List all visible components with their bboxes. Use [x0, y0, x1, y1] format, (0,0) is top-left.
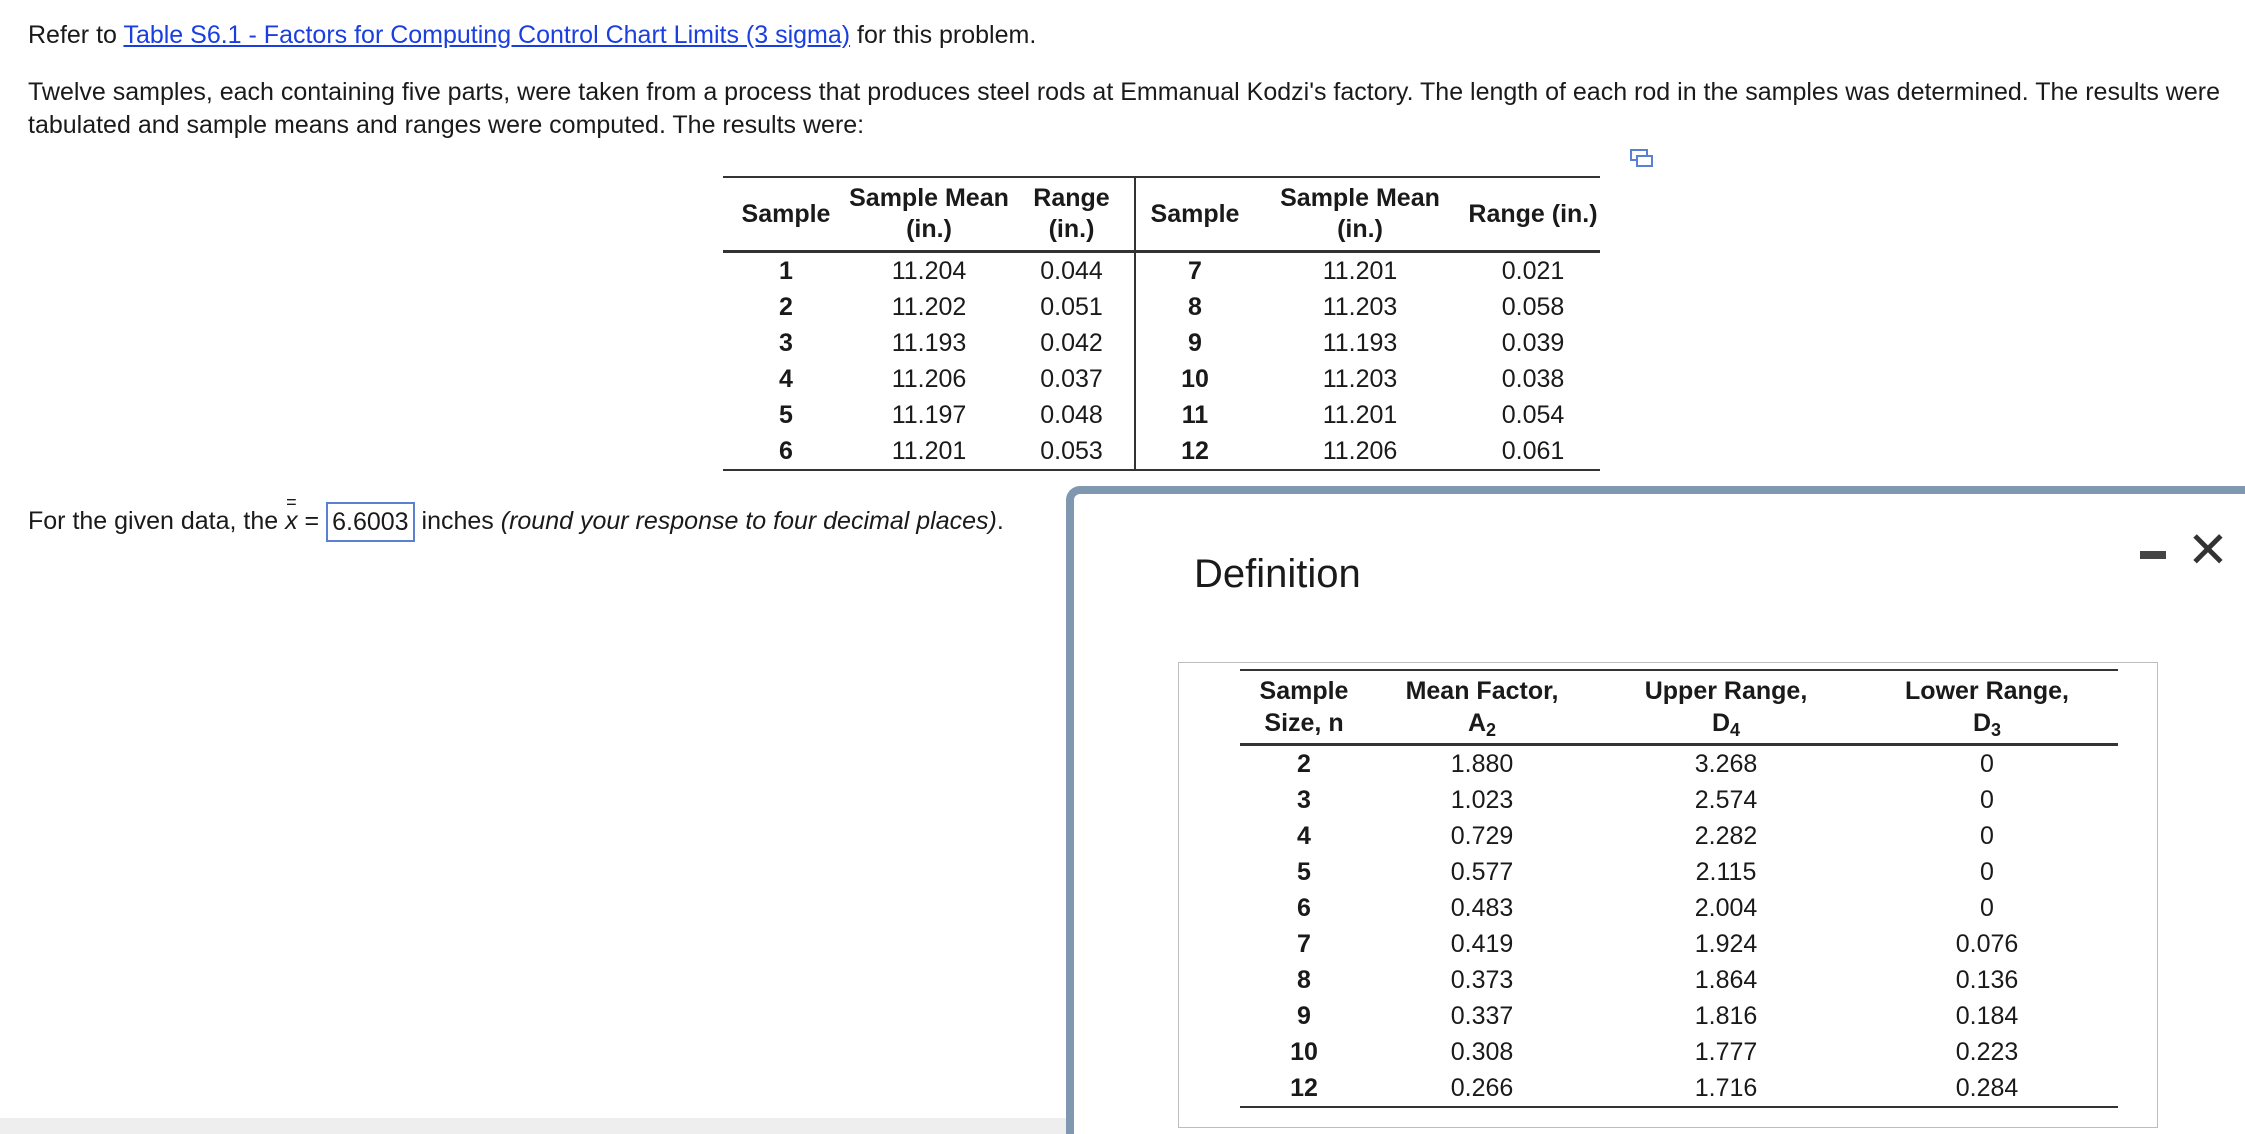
factors-table — [1240, 669, 2118, 1108]
header-sample-size: Sample Size, n — [1240, 670, 1368, 745]
table-row: 6 11.201 0.053 12 11.206 0.061 — [723, 433, 1600, 470]
answer-note: (round your response to four decimal places) — [500, 507, 997, 535]
factors-table-frame — [1178, 662, 2158, 1128]
answer-unit: inches — [414, 507, 501, 535]
header-range-2: Range (in.) — [1466, 177, 1600, 252]
table-row: 8 0.373 1.864 0.136 — [1297, 966, 2019, 994]
answer-equals: = — [297, 507, 327, 535]
problem-paragraph: Twelve samples, each containing five parts, were taken from a process that produces steel rods at Emmanual Kodzi's factory. The length of each rod in the samples was determined. The results were tabulated and sample means and ranges were computed. The results were: — [28, 78, 2220, 139]
answer-line: For the given data, the = x = 6.6003 inches (round your response to four decimal places). — [28, 500, 1004, 542]
table-row: 4 11.206 0.037 10 11.203 0.038 — [723, 361, 1600, 397]
table-row: 12 0.266 1.716 0.284 — [1240, 1070, 2118, 1107]
intro-line — [28, 18, 1036, 52]
table-row: 1 11.204 0.044 7 11.201 0.021 — [723, 252, 1600, 290]
table-row: 4 0.729 2.282 0 — [1297, 822, 1994, 850]
definition-popup — [1066, 486, 2245, 1134]
factors-header-row — [1240, 670, 2118, 745]
table-row: 5 0.577 2.115 0 — [1297, 858, 1994, 886]
table-row: 3 1.023 2.574 0 — [1297, 786, 1994, 814]
bottom-scroll-strip — [0, 1118, 1066, 1134]
table-row: 3 11.193 0.042 9 11.193 0.039 — [723, 325, 1600, 361]
intro-suffix: for this problem. — [850, 21, 1037, 49]
table-row: 2 1.880 3.268 0 — [1297, 750, 1994, 778]
header-sample: Sample — [723, 177, 849, 252]
header-upper-range: Upper Range, $D_4$ — [1596, 670, 1856, 745]
answer-input[interactable]: 6.6003 — [326, 502, 414, 542]
header-sample-2: Sample — [1135, 177, 1254, 252]
header-mean-factor: Mean Factor, $A_2$ — [1368, 670, 1596, 745]
header-range: Range (in.) — [1009, 177, 1135, 252]
table-row: 2 11.202 0.051 8 11.203 0.058 — [723, 289, 1600, 325]
close-icon[interactable]: ✕ — [2187, 522, 2229, 578]
table-row: 5 11.197 0.048 11 11.201 0.054 — [723, 397, 1600, 433]
header-sample-mean-2: Sample Mean (in.) — [1254, 177, 1466, 252]
minimize-icon[interactable] — [2138, 540, 2168, 570]
popout-icon[interactable] — [1630, 148, 1654, 168]
table-row: 10 0.308 1.777 0.223 — [1290, 1038, 2019, 1066]
factors-table-link[interactable]: Table S6.1 - Factors for Computing Control Chart Limits (3 sigma) — [123, 21, 851, 49]
table-row: 6 0.483 2.004 0 — [1297, 894, 1994, 922]
header-lower-range: Lower Range, $D_3$ — [1856, 670, 2118, 745]
header-sample-mean: Sample Mean (in.) — [849, 177, 1009, 252]
x-double-bar-symbol: = x — [285, 492, 298, 535]
table-row: 7 0.419 1.924 0.076 — [1297, 930, 2019, 958]
intro-prefix: Refer to — [28, 21, 124, 49]
data-table-header-row — [723, 177, 1600, 252]
sample-data-table — [723, 176, 1600, 471]
popup-title: Definition — [1194, 552, 1361, 596]
answer-prefix: For the given data, the — [28, 507, 286, 535]
table-row: 9 0.337 1.816 0.184 — [1297, 1002, 2019, 1030]
